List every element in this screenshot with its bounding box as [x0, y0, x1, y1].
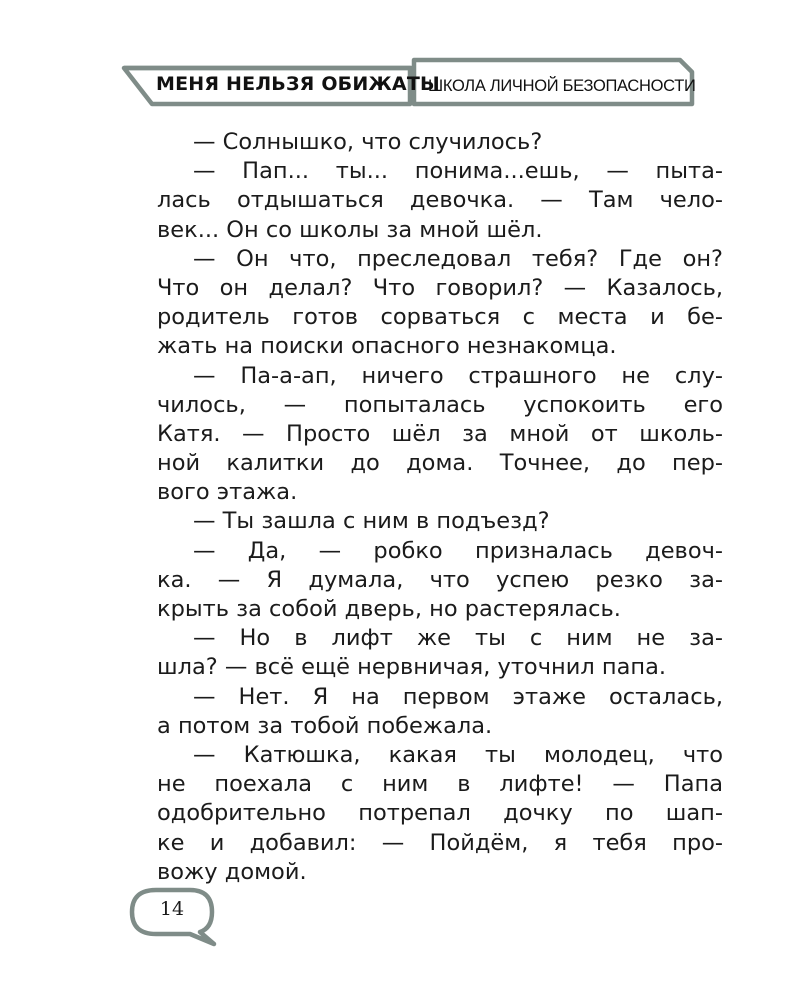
text-line: родитель готов сорваться с места и бе-	[157, 304, 723, 331]
text-line: шла? — всё ещё нервничая, уточнил папа.	[157, 654, 667, 681]
text-line: вого этажа.	[157, 479, 298, 506]
text-line: жать на поиски опасного незнакомца.	[157, 333, 617, 360]
text-line: — Пап... ты... понима...ешь, — пыта-	[193, 158, 723, 185]
text-line: крыть за собой дверь, но растерялась.	[157, 596, 621, 622]
text-line: — Ты зашла с ним в подъезд?	[193, 508, 550, 535]
header-banner	[0, 0, 800, 130]
text-line: ной калитки до дома. Точнее, до пер-	[157, 450, 723, 477]
story-text	[157, 128, 723, 887]
text-line: век... Он со школы за мной шёл.	[157, 216, 543, 243]
text-line: — Он что, преследовал тебя? Где он?	[193, 245, 723, 272]
text-line: — Катюшка, какая ты молодец, что	[193, 741, 723, 768]
text-line: ка. — Я думала, что успею резко за-	[157, 566, 723, 593]
text-line: лась отдышаться девочка. — Там чело-	[157, 187, 723, 214]
text-line: Что он делал? Что говорил? — Казалось,	[157, 274, 723, 301]
text-line: — Па-а-ап, ничего страшного не слу-	[193, 362, 723, 389]
text-line: а потом за тобой побежала.	[157, 712, 493, 739]
text-line: — Но в лифт же ты с ним не за-	[193, 625, 723, 652]
text-line: не поехала с ним в лифте! — Папа	[157, 771, 723, 798]
text-line: ке и добавил: — Пойдём, я тебя про-	[157, 829, 723, 856]
header-subtitle: ШКОЛА ЛИЧНОЙ БЕЗОПАСНОСТИ	[428, 77, 696, 95]
page-number: 14	[159, 898, 185, 920]
header-title: МЕНЯ НЕЛЬЗЯ ОБИЖАТЫ	[156, 73, 440, 95]
text-line: — Солнышко, что случилось?	[193, 129, 543, 155]
text-line: вожу домой.	[157, 858, 307, 885]
text-line: одобрительно потрепал дочку по шап-	[157, 800, 723, 827]
text-line: чилось, — попыталась успокоить его	[157, 391, 723, 418]
text-line: — Да, — робко призналась девоч-	[193, 537, 723, 564]
text-line: Катя. — Просто шёл за мной от школь-	[157, 420, 723, 447]
text-line: — Нет. Я на первом этаже осталась,	[193, 683, 723, 710]
